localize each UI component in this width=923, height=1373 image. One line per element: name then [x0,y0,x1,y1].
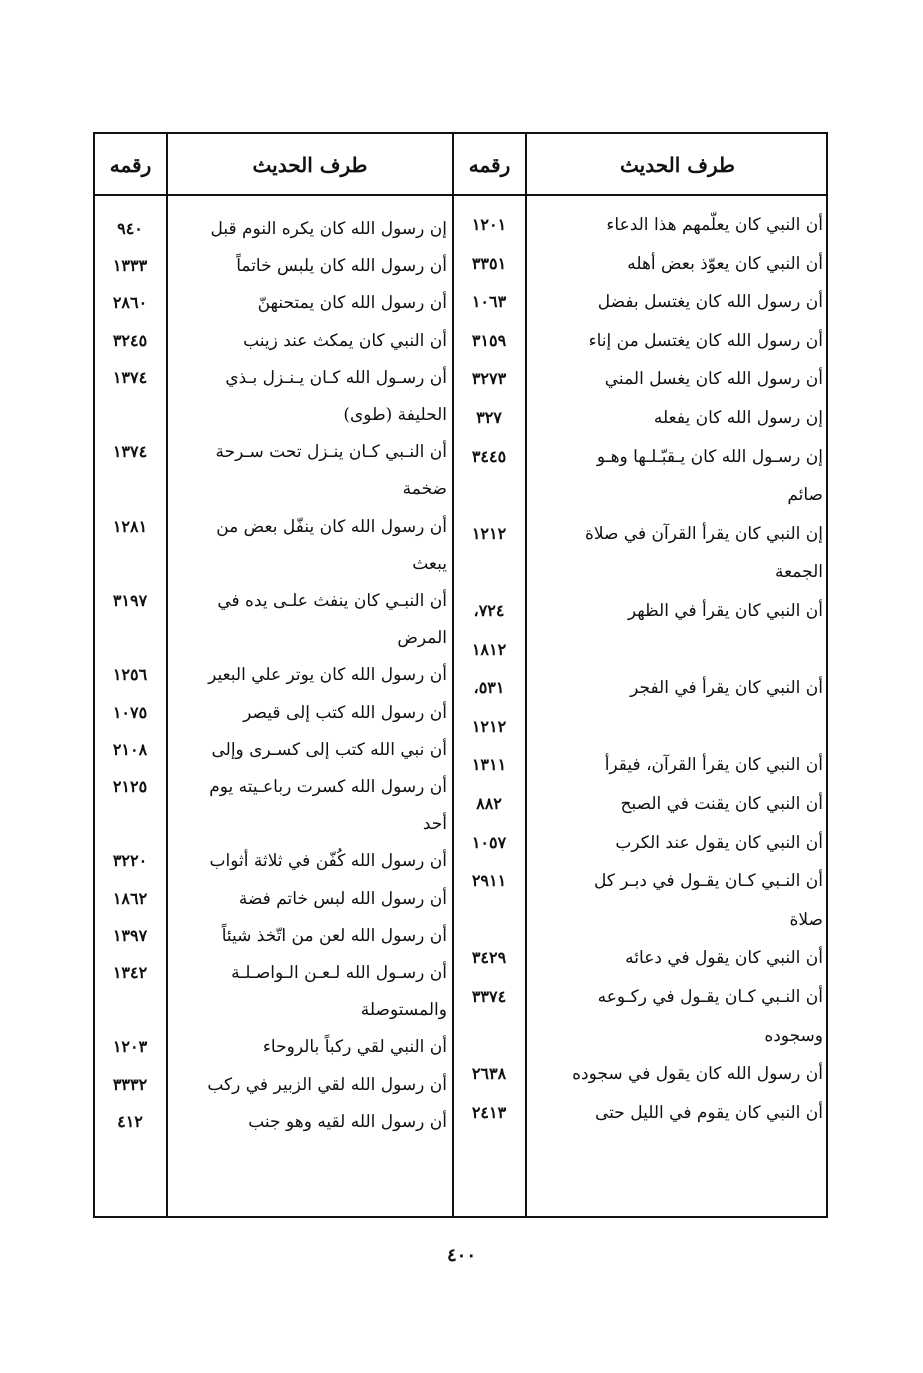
table-row [95,1068,826,1102]
header-right-title: طرف الحديث [620,153,735,177]
table-row [95,770,826,804]
hadith-number [97,807,163,841]
hadith-text: الجمعة [774,562,823,583]
hadith-text: أن النبي كان يمكث عند زينب [243,330,447,351]
hadith-text: والمستوصلة [360,1000,447,1021]
table-row [95,212,826,246]
hadith-text: أن رسول الله كان يمتحنهنّ [257,293,447,314]
hadith-text: إن رسول الله كان يكره النوم قبل [210,219,447,239]
hadith-number: ٣٢٤٥ [112,330,148,350]
hadith-number: ١٣٧٤ [112,442,148,462]
hadith-text: صلاة [789,909,823,930]
hadith-number: ٢٤١٣ [471,1102,507,1122]
table-row [95,733,826,767]
hadith-number: ٢١٢٥ [112,777,148,796]
hadith-text: صائم [787,485,823,506]
table-row [95,472,826,506]
hadith-number: ٢٨٦٠ [112,293,148,313]
table-row [95,547,826,581]
hadith-text: أحد [422,814,447,835]
hadith-number [97,621,163,655]
table-row [95,919,826,953]
table-row [95,435,826,469]
hadith-number: ٣٣٥١ [471,253,507,273]
hadith-text: إن رسول الله كان يفعله [653,408,823,428]
hadith-text: أن رسول الله كُفّن في ثلاثة أثواب [209,851,447,872]
table-row [95,584,826,618]
hadith-text: أن رسول الله كان يقول في سجوده [572,1064,823,1085]
table-row [95,361,826,395]
hadith-text: أن النبي كان يعلّمهم هذا الدعاء [606,215,823,235]
hadith-number: ٣١٩٧ [112,591,148,610]
hadith-number: ١٨٦٢ [112,888,148,908]
table-row [95,696,826,730]
hadith-number: ٩٤٠ [117,219,143,238]
table-row [95,324,826,358]
hadith-text: يبعث [412,553,447,574]
hadith-number: ٣٣٧٤ [471,987,507,1006]
hadith-number: ١٣٩٧ [112,925,148,945]
hadith-text: أن رسول الله كان يلبس خاتماً [236,256,447,277]
hadith-number: ١٣٣٣ [112,256,148,276]
hadith-number: ٣٣٣٢ [112,1074,148,1094]
hadith-number: ١٣٧٤ [112,367,148,387]
hadith-number: ١٢٥٦ [112,665,148,685]
hadith-number: ١٨١٢ [471,639,507,659]
table-row [95,249,826,283]
hadith-number: ٢٩١١ [471,871,507,891]
hadith-number: ١٢١٢ [471,523,507,543]
hadith-number: ٢٦٣٨ [471,1064,507,1084]
hadith-text: أن رسول الله لعن من اتّخذ شيئاً [221,925,447,946]
hadith-number: ٨٨٢ [476,794,502,813]
hadith-number: ٣٤٢٩ [471,948,507,968]
hadith-text: إن النبي كان يقرأ القرآن في صلاة [584,523,823,544]
page-number: ٤٠٠ [446,1245,476,1266]
table-row [95,510,826,544]
hadith-number: ١٢٠١ [471,215,507,234]
hadith-text: أن النبي كان يقرأ في الظهر [627,601,823,621]
hadith-number: ١٠٦٣ [471,292,507,312]
hadith-text: أن رسـول الله لـعـن الـواصـلـة [231,963,447,983]
table-row [95,993,826,1027]
hadith-number: ١٣١١ [471,755,507,775]
hadith-number: ٣٢٢٠ [112,851,148,871]
hadith-text: وسجوده [764,1025,823,1046]
hadith-text: أن رسول الله كتب إلى قيصر [243,702,447,723]
hadith-text: أن النبي كان يقول عند الكرب [615,832,823,853]
hadith-text: الحليفة (طوى) [343,405,447,425]
table-row [95,621,826,655]
hadith-text: أن نبي الله كتب إلى كسـرى وإلى [211,739,447,760]
hadith-text: ضخمة [402,479,447,500]
table-row [95,807,826,841]
hadith-number: ١٠٧٥ [112,702,148,722]
hadith-text: أن رسول الله لقيه وهو جنب [248,1111,447,1132]
hadith-number [97,472,163,506]
hadith-number: ٧٢٤، [473,601,505,620]
hadith-text: أن رسول الله لقي الزبير في ركب [207,1074,447,1095]
hadith-text: أن النبي كان يقرأ القرآن، فيقرأ [604,755,823,776]
hadith-text: أن النبي لقي ركباً بالروحاء [262,1037,447,1058]
hadith-text: أن رسول الله كان يغسل المني [604,369,823,390]
hadith-text: المرض [397,628,447,649]
hadith-number [97,547,163,581]
hadith-text: أن رسول الله كسرت رباعـيته يوم [209,777,447,797]
hadith-number: ٣٢٧٣ [471,369,507,389]
table-row [95,1030,826,1064]
header-right-number: رقمه [468,153,511,177]
hadith-number [97,993,163,1027]
hadith-text: أن النبي كان يعوّذ بعض أهله [627,253,823,274]
hadith-text: أن رسول الله لبس خاتم فضة [238,888,447,909]
table-row [95,658,826,692]
table-row [95,1105,826,1139]
table-row [95,882,826,916]
hadith-number: ٥٣١، [473,678,505,698]
hadith-number: ١٢٨١ [112,516,148,536]
hadith-text: أن النبي كان يقوم في الليل حتى [595,1102,823,1123]
hadith-text: أن رسـول الله كـان يـنـزل بـذي [225,367,447,388]
hadith-number: ٣١٥٩ [471,330,507,350]
hadith-text: أن النبـي كان ينفث علـى يده في [217,591,447,611]
hadith-text: أن رسول الله كان يوتر علي البعير [208,665,447,686]
index-table [93,132,828,1218]
header-left-number: رقمه [109,153,152,177]
hadith-text: أن النـبي كـان يقـول في ركـوعه [597,987,823,1007]
hadith-text: أن رسول الله كان يغتسل من إناء [588,330,823,351]
hadith-number: ٤١٢ [117,1111,143,1131]
table-row [95,398,826,432]
hadith-number: ٣٤٤٥ [471,446,507,466]
hadith-text: أن النبي كان يقنت في الصبح [620,794,823,814]
table-row [95,286,826,320]
hadith-text: أن رسول الله كان يغتسل بفضل [597,292,823,313]
hadith-text: إن رسـول الله كان يـقبّـلـها وهـو [596,446,823,467]
hadith-number [97,398,163,432]
hadith-text: أن النـبي كـان يقـول في دبـر كل [593,871,823,892]
hadith-number: ١٣٤٢ [112,963,148,982]
table-row [95,956,826,990]
table-row [95,844,826,878]
hadith-text: أن النـبي كـان ينـزل تحت سـرحة [215,442,447,463]
hadith-number: ١٢١٢ [471,716,507,736]
header-left-title: طرف الحديث [252,153,368,177]
hadith-text: أن النبي كان يقرأ في الفجر [630,678,823,699]
hadith-number: ١٠٥٧ [471,832,507,852]
hadith-number: ٢١٠٨ [112,739,148,759]
hadith-text: أن رسول الله كان ينفّل بعض من [216,516,447,537]
hadith-number: ٣٢٧ [476,408,502,427]
hadith-number: ١٢٠٣ [112,1037,148,1057]
hadith-text: أن النبي كان يقول في دعائه [625,948,823,969]
